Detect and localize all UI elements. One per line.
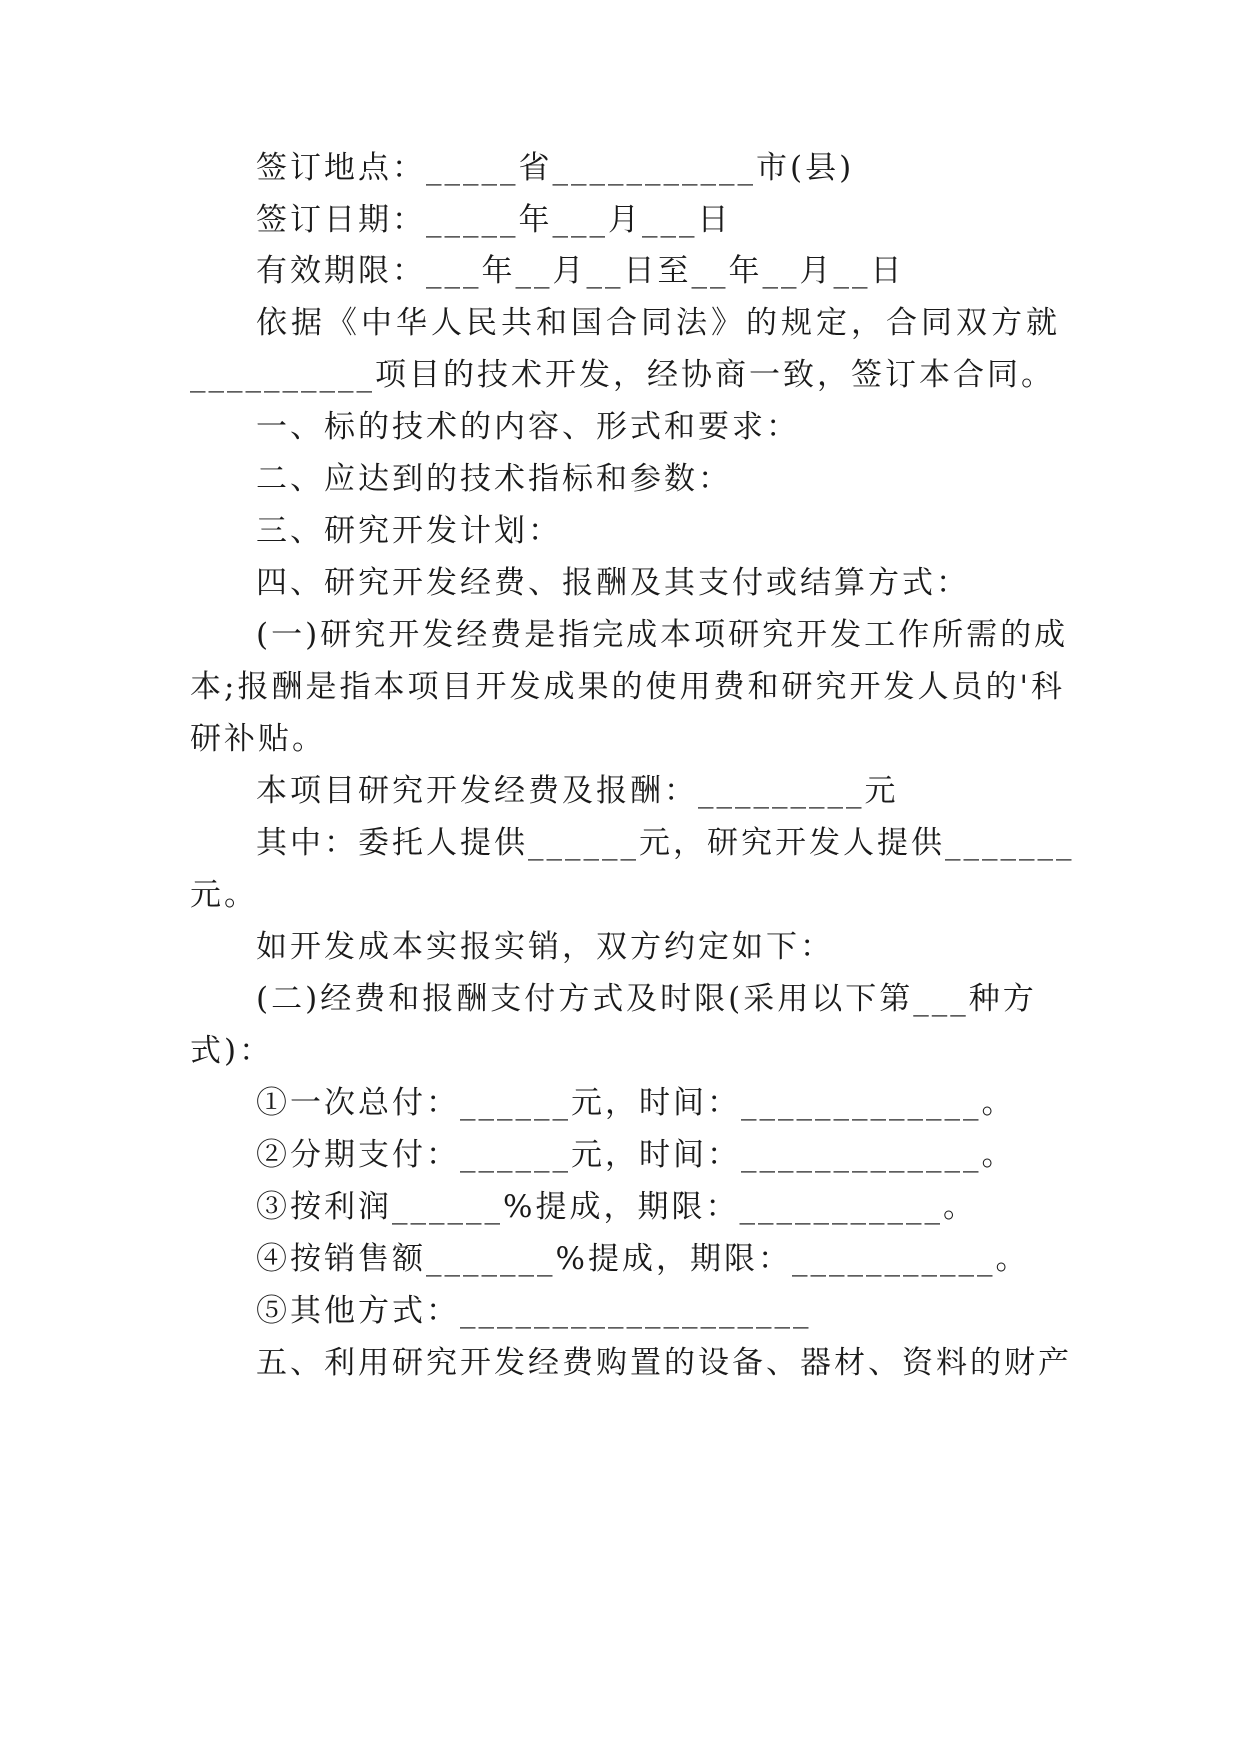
total-funding-line: 本项目研究开发经费及报酬：_________元 (256, 773, 899, 809)
clause-4-1-line-3: 研补贴。 (190, 721, 326, 757)
clause-4-1-line-1: (一)研究开发经费是指完成本项研究开发工作所需的成 (256, 617, 1069, 653)
payment-option-4: ④按销售额_______%提成，期限：___________。 (256, 1241, 1030, 1277)
payment-option-2: ②分期支付：______元，时间：_____________。 (256, 1137, 1016, 1173)
reimbursement-agreement-line: 如开发成本实报实销，双方约定如下： (256, 929, 834, 965)
payment-option-5: ⑤其他方式：___________________ (256, 1293, 812, 1329)
funding-split-line-2: 元。 (190, 877, 258, 913)
legal-basis-paragraph-line-2: __________项目的技术开发，经协商一致，签订本合同。 (190, 357, 1055, 393)
section-2-heading: 二、应达到的技术指标和参数： (256, 461, 732, 497)
clause-4-2-line-2: 式)： (190, 1033, 274, 1069)
funding-split-line-1: 其中：委托人提供______元，研究开发人提供_______ (256, 825, 1075, 861)
payment-option-1: ①一次总付：______元，时间：_____________。 (256, 1085, 1016, 1121)
clause-4-2-line-1: (二)经费和报酬支付方式及时限(采用以下第___种方 (256, 981, 1037, 1017)
section-1-heading: 一、标的技术的内容、形式和要求： (256, 409, 800, 445)
validity-period-line: 有效期限：___年__月__日至__年__月__日 (256, 253, 905, 289)
section-3-heading: 三、研究开发计划： (256, 513, 562, 549)
signing-date-line: 签订日期：_____年___月___日 (256, 202, 732, 238)
payment-option-3: ③按利润______%提成，期限：___________。 (256, 1189, 977, 1225)
legal-basis-paragraph-line-1: 依据《中华人民共和国合同法》的规定，合同双方就 (256, 305, 1061, 341)
section-4-heading: 四、研究开发经费、报酬及其支付或结算方式： (256, 565, 970, 601)
section-5-heading: 五、利用研究开发经费购置的设备、器材、资料的财产 (256, 1345, 1072, 1381)
signing-place-line: 签订地点：_____省___________市(县) (256, 150, 855, 186)
clause-4-1-line-2: 本;报酬是指本项目开发成果的使用费和研究开发人员的'科 (190, 669, 1065, 705)
